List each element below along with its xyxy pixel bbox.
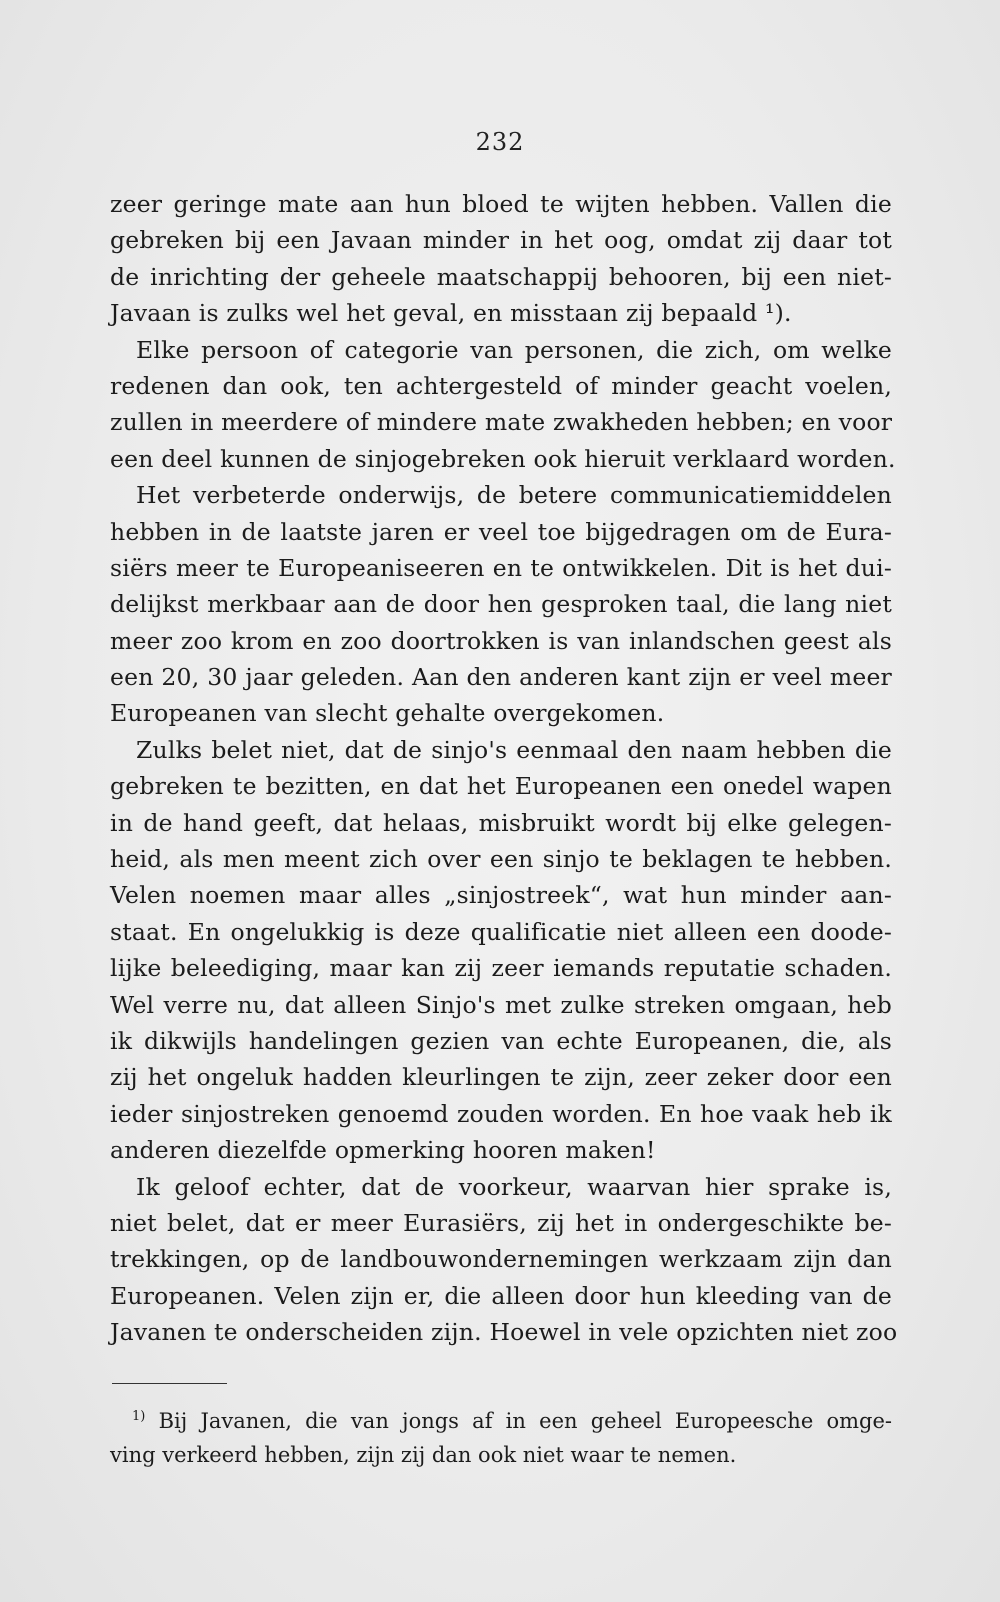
text-line: heid, als men meent zich over een sinjo te beklagen te hebben.	[110, 845, 892, 874]
text-line: redenen dan ook, ten achtergesteld of minder geacht voelen,	[110, 371, 892, 400]
text-line: zij het ongeluk hadden kleurlingen te zijn, zeer zeker door een	[110, 1063, 892, 1092]
text-line: zullen in meerdere of mindere mate zwakheden hebben; en voor	[110, 408, 893, 437]
text-line: Velen noemen maar alles „sinjostreek“, wat hun minder aan-	[110, 881, 892, 910]
footnote-line	[110, 1404, 892, 1438]
text-line: gebreken te bezitten, en dat het Europeanen een onedel wapen	[110, 772, 892, 801]
text-line: een deel kunnen de sinjogebreken ook hieruit verklaard worden.	[110, 444, 896, 473]
text-line: een 20, 30 jaar geleden. Aan den anderen kant zijn er veel meer	[110, 663, 892, 692]
footnote	[110, 1404, 892, 1472]
text-line: ik dikwijls handelingen gezien van echte Europeanen, die, als	[110, 1026, 892, 1055]
text-line: Elke persoon of categorie van personen, die zich, om welke	[136, 335, 892, 364]
text-line: Zulks belet niet, dat de sinjo's eenmaal den naam hebben die	[136, 735, 892, 764]
text-line: hebben in de laatste jaren er veel toe bijgedragen om de Eura-	[110, 517, 892, 546]
text-line: Europeanen. Velen zijn er, die alleen door hun kleeding van de	[110, 1281, 892, 1310]
body-text	[110, 186, 898, 1351]
text-line: staat. En ongelukkig is deze qualificatie niet alleen een doode-	[110, 917, 892, 946]
text-line: meer zoo krom en zoo doortrokken is van inlandschen geest als	[110, 626, 892, 655]
text-line: de inrichting der geheele maatschappij behooren, bij een niet-	[110, 262, 892, 291]
page-number: 232	[475, 128, 525, 156]
footnote-rule	[112, 1383, 227, 1384]
text-line: Javanen te onderscheiden zijn. Hoewel in vele opzichten niet zoo	[110, 1318, 898, 1347]
text-line: ieder sinjostreken genoemd zouden worden. En hoe vaak heb ik	[110, 1099, 892, 1128]
footnote-mark: 1)	[132, 1409, 146, 1424]
text-line: delijkst merkbaar aan de door hen gesproken taal, die lang niet	[110, 590, 892, 619]
text-line: gebreken bij een Javaan minder in het oog, omdat zij daar tot	[110, 226, 892, 255]
text-line: niet belet, dat er meer Eurasiërs, zij het in ondergeschikte be-	[110, 1208, 892, 1237]
text-line: Het verbeterde onderwijs, de betere communicatiemiddelen	[136, 481, 892, 510]
text-line: trekkingen, op de landbouwondernemingen werkzaam zijn dan	[110, 1245, 892, 1274]
text-line: anderen diezelfde opmerking hooren maken!	[110, 1136, 656, 1165]
text-line: Javaan is zulks wel het geval, en misstaan zij bepaald ¹).	[110, 299, 792, 328]
footnote-text: Bij Javanen, die van jongs af in een geheel Europeesche omge-	[158, 1409, 892, 1433]
text-line: Europeanen van slecht gehalte overgekomen.	[110, 699, 665, 728]
text-line: siërs meer te Europeaniseeren en te ontwikkelen. Dit is het dui-	[110, 553, 892, 582]
text-line: lijke beleediging, maar kan zij zeer iemands reputatie schaden.	[110, 954, 892, 983]
text-line: zeer geringe mate aan hun bloed te wijten hebben. Vallen die	[110, 190, 892, 218]
footnote-line: ving verkeerd hebben, zijn zij dan ook niet waar te nemen.	[110, 1443, 737, 1467]
text-line: in de hand geeft, dat helaas, misbruikt wordt bij elke gelegen-	[110, 808, 892, 837]
text-line: Wel verre nu, dat alleen Sinjo's met zulke streken omgaan, heb	[110, 990, 892, 1019]
text-line: Ik geloof echter, dat de voorkeur, waarvan hier sprake is,	[136, 1172, 892, 1201]
